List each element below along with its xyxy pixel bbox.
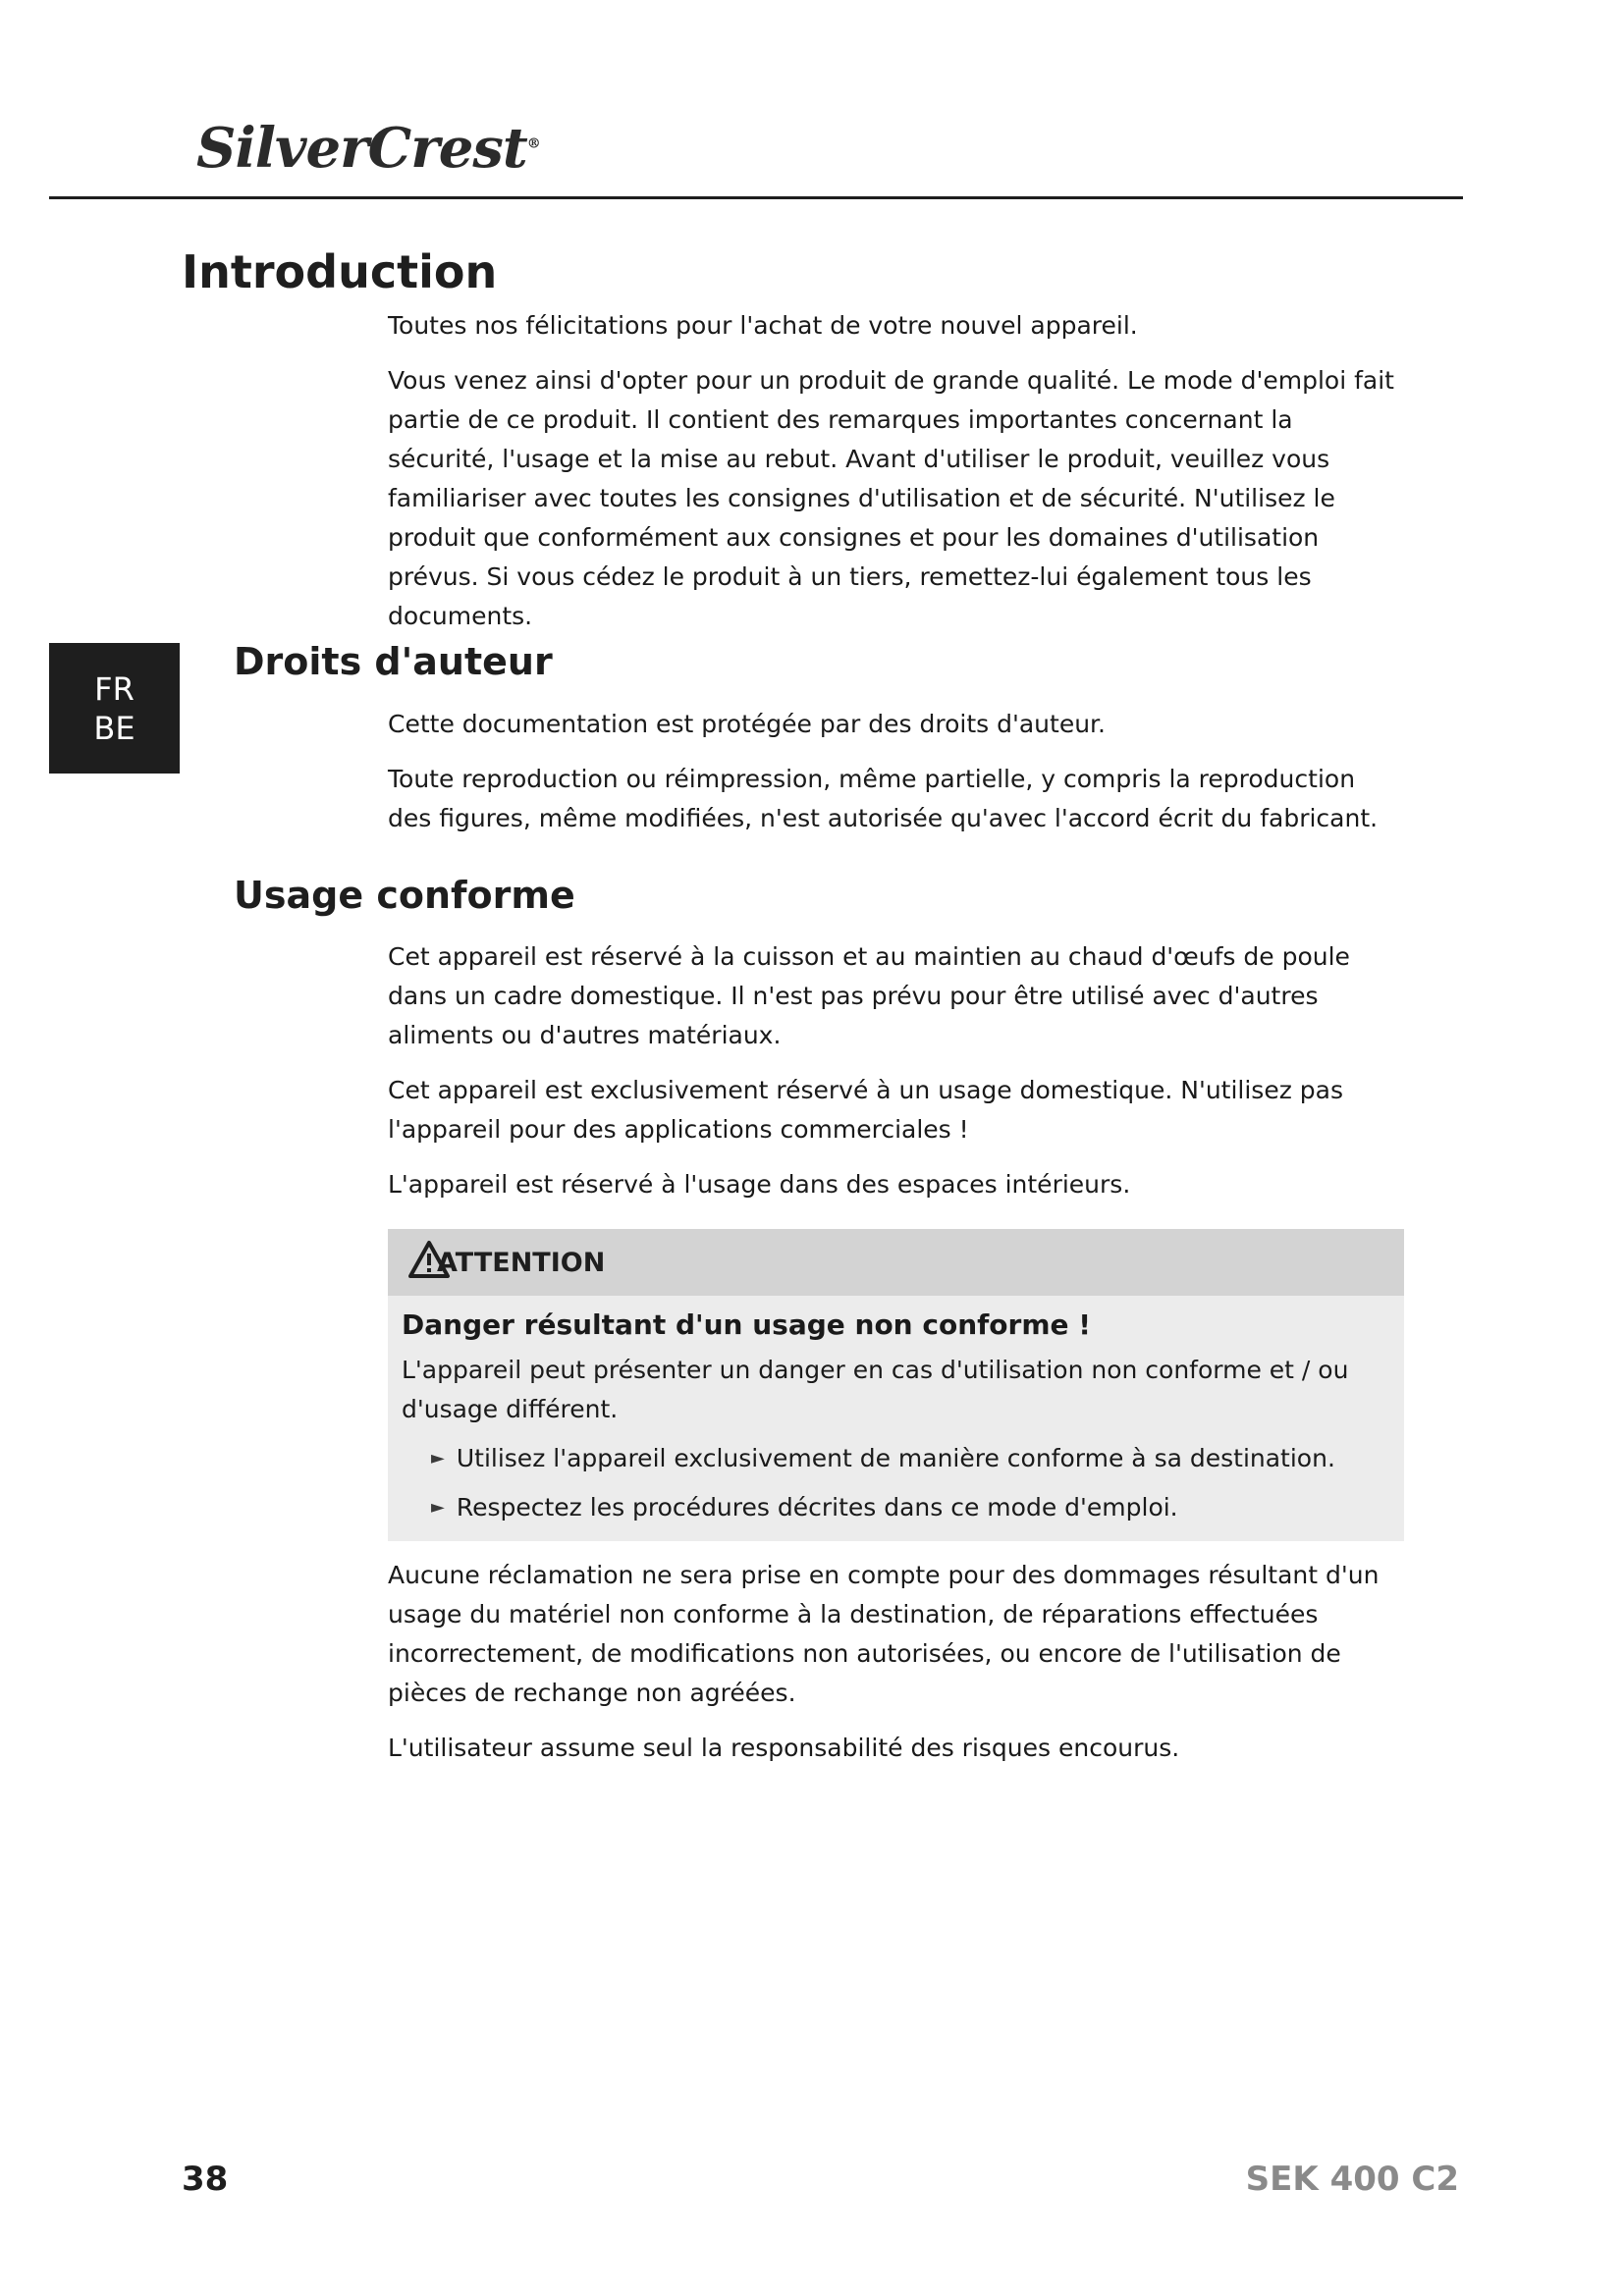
introduction-body [388, 306, 1404, 652]
section-title-introduction: Introduction [182, 245, 498, 298]
language-tab-be: BE [93, 709, 135, 747]
droits-body [388, 705, 1404, 854]
model-number: SEK 400 C2 [1245, 2160, 1459, 2199]
paragraph: L'appareil est réservé à l'usage dans des espaces intérieurs. [388, 1170, 1131, 1199]
paragraph: Cet appareil est exclusivement réservé à un usage domestique. N'utilisez pas l'appareil pour des applications commerciales ! [388, 1076, 1343, 1144]
paragraph: Cet appareil est réservé à la cuisson et au maintien au chaud d'œufs de poule dans un cadre domestique. Il n'est pas prévu pour être utilisé avec d'autres aliments ou d'autres matériaux. [388, 942, 1350, 1049]
brand-logo: SilverCrest® [196, 116, 540, 181]
warning-text: L'appareil peut présenter un danger en cas d'utilisation non conforme et / ou d'usage différent. [402, 1356, 1349, 1423]
list-item: ► Utilisez l'appareil exclusivement de manière conforme à sa destination. [431, 1439, 1390, 1478]
language-tab [49, 643, 180, 774]
warning-box [388, 1229, 1404, 1541]
language-tab-fr: FR [94, 669, 135, 708]
arrow-right-icon: ► [431, 1448, 445, 1468]
warning-label: ATTENTION [437, 1247, 606, 1278]
paragraph: L'utilisateur assume seul la responsabilité des risques encourus. [388, 1734, 1180, 1762]
usage-body [388, 937, 1404, 1220]
section-title-usage: Usage conforme [234, 874, 575, 917]
warning-title: Danger résultant d'un usage non conforme ! [402, 1308, 1092, 1341]
paragraph: Toutes nos félicitations pour l'achat de votre nouvel appareil. [388, 311, 1138, 340]
page-number: 38 [182, 2160, 229, 2199]
warning-triangle-icon [407, 1240, 451, 1279]
header-rule [49, 196, 1463, 199]
list-item: ► Respectez les procédures décrites dans ce mode d'emploi. [431, 1488, 1390, 1527]
paragraph: Aucune réclamation ne sera prise en compte pour des dommages résultant d'un usage du matériel non conforme à la destination, de réparations effectuées incorrectement, de modifications non autorisées, ou encore de l'utilisation de pièces de rechange non agréées. [388, 1561, 1380, 1707]
paragraph: Toute reproduction ou réimpression, même partielle, y compris la reproduction des figures, même modifiées, n'est autorisée qu'avec l'accord écrit du fabricant. [388, 765, 1379, 832]
paragraph: Cette documentation est protégée par des droits d'auteur. [388, 710, 1106, 738]
section-title-droits: Droits d'auteur [234, 640, 553, 683]
usage-after-body [388, 1556, 1404, 1784]
warning-header [388, 1229, 1404, 1296]
paragraph: Vous venez ainsi d'opter pour un produit de grande qualité. Le mode d'emploi fait partie de ce produit. Il contient des remarques importantes concernant la sécurité, l'usage et la mise au rebut. Avant d'utiliser le produit, veuillez vous familiariser avec toutes les consignes d'utilisation et de sécurité. N'utilisez le produit que conformément aux consignes et pour les domaines d'utilisation prévus. Si vous cédez le produit à un tiers, remettez-lui également tous les documents. [388, 366, 1394, 630]
arrow-right-icon: ► [431, 1497, 445, 1518]
